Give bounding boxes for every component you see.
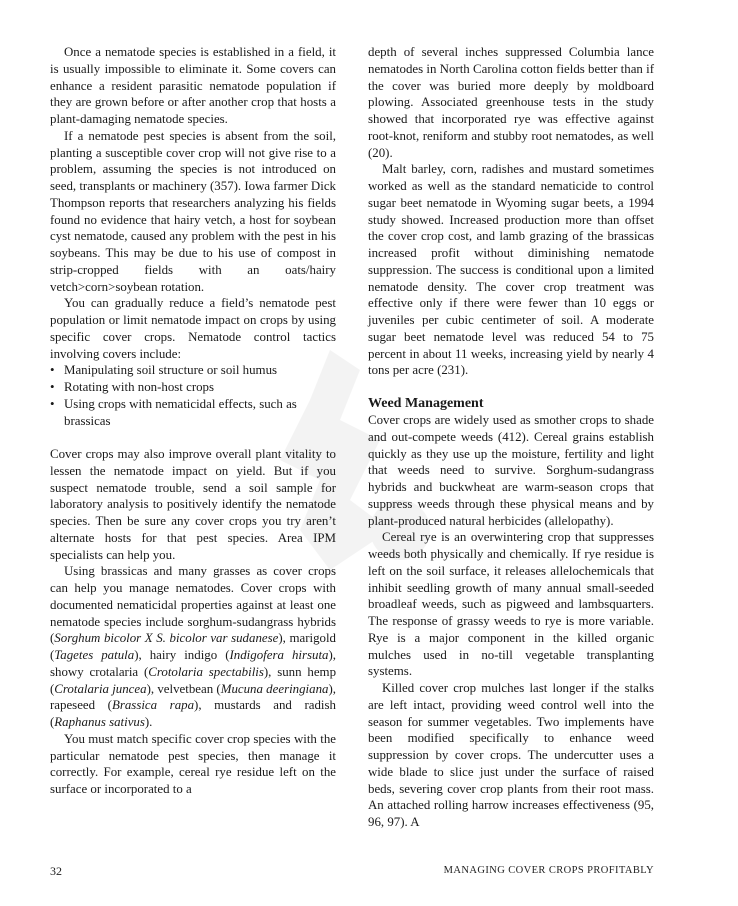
species-name: Mucuna deeringiana (220, 681, 329, 696)
list-item: • Rotating with non-host crops (50, 379, 336, 396)
text-run: ), showy crotalaria ( (50, 648, 336, 679)
paragraph: depth of several inches suppressed Columbia lance nematodes in North Carolina cotton fields better than if the cover was buried more deeply by moldboard plowing. Associated greenhouse tests in the study showed that incorporated rye was effective against root-knot, reniform and stubby root nematodes, as well (20). (368, 45, 654, 160)
text-run: ), marigold ( (50, 631, 337, 662)
species-name: Sorghum bicolor X S. bicolor var sudanese (54, 631, 279, 646)
text-run: ), sunn hemp ( (50, 664, 337, 696)
text-run: ), mustards and radish ( (50, 698, 336, 729)
running-footer: MANAGING COVER CROPS PROFITABLY (443, 865, 654, 876)
species-name: Brassica rapa (111, 698, 195, 713)
text-run: ), velvetbean ( (146, 681, 221, 696)
text-run: ). (144, 715, 153, 729)
species-name: Raphanus sativus (54, 715, 145, 729)
list-item: • Manipulating soil structure or soil humus (50, 362, 336, 379)
paragraph: Malt barley, corn, radishes and mustard sometimes worked as well as the standard nematicide to control sugar beet nematode in Wyoming sugar beets, a 1994 study showed. Increased production more than offset the cover crop cost, and lamb grazing of the brassicas increased profit without diminishing nematode suppression. The success is conditional upon a limited nematode density. The cover crop treatment was effective only if there were fewer than 10 eggs or juveniles per cubic centimeter of soil. A moderate sugar beet nematode level was reduced 54 to 75 percent in about 11 weeks, increasing yield by nearly 4 tons per acre (231). (368, 162, 654, 378)
species-name: Tagetes patula (54, 648, 135, 662)
right-column (368, 44, 654, 831)
paragraph: Once a nematode species is established in a field, it is usually impossible to eliminate it. Some covers can enhance a resident parasitic nematode population if they are grown before or after another crop that hosts a plant-damaging nematode species. (50, 45, 336, 126)
page-number: 32 (50, 864, 62, 878)
nematode-control-list (50, 362, 336, 429)
species-name: Crotalaria juncea (54, 681, 147, 696)
paragraph: You must match specific cover crop species with the particular nematode pest species, then manage it correctly. For example, cereal rye residue left on the surface or incorporated to a (50, 731, 336, 796)
section-heading: Weed Management (368, 396, 484, 411)
paragraph: Cover crops may also improve overall plant vitality to lessen the nematode impact on yield. But if you suspect nematode trouble, send a soil sample for laboratory analysis to positively identify the nematode species. Then be sure any cover crops you try aren’t alternate hosts for that pest species. Area IPM specialists can help you. (50, 447, 336, 562)
paragraph: Cereal rye is an overwintering crop that suppresses weeds both physically and chemically. If rye residue is left on the soil surface, it releases allelochemicals that inhibit seedling growth of many annual small-seeded broadleaf weeds, such as pigweed and lambsquarters. The response of grassy weeds to rye is more variable. Rye is a major component in the killed organic mulches used in no-till vegetable transplanting systems. (368, 530, 654, 679)
paragraph-species-list (50, 563, 336, 731)
species-name: Indigofera hirsuta (229, 648, 329, 662)
paragraph: If a nematode pest species is absent from the soil, planting a susceptible cover crop will not give rise to a problem, assuming the species is not introduced on seed, transplants or machinery (357). Iowa farmer Dick Thompson reports that researchers analyzing his fields found no evidence that hairy vetch, a host for soybean cyst nematode, caused any problem with the pest in his soybeans. This may be due to his use of compost in strip-cropped fields with an oats/hairy vetch>corn>soybean rotation. (50, 128, 336, 294)
text-run: ), rapeseed ( (50, 681, 336, 713)
left-column (50, 44, 336, 798)
paragraph: Killed cover crop mulches last longer if the stalks are left intact, providing weed control well into the season for summer vegetables. Two implements have been modified specifically to enhance weed suppression by cover crops. The undercutter uses a wide blade to slice just under the surface of raised beds, severing cover crop plants from their root mass. An attached rolling harrow increases effectiveness (95, 96, 97). A (368, 681, 654, 829)
species-name: Crotolaria spectabilis (148, 664, 264, 679)
list-item: • Using crops with nematicidal effects, such as brassicas (50, 396, 336, 430)
paragraph: You can gradually reduce a field’s nematode pest population or limit nematode impact on crops by using specific cover crops. Nematode control tactics involving covers include: (50, 296, 336, 361)
text-run: Using brassicas and many grasses as cover crops can help you manage nematodes. Cover crops with documented nematicidal properties against at least one nematode species include sorghum-sudangrass hybrids ( (50, 564, 336, 646)
text-run: ), hairy indigo ( (134, 648, 230, 662)
paragraph: Cover crops are widely used as smother crops to shade and out-compete weeds (412). Cereal grains establish quickly as they use up the moisture, fertility and light that weeds need to survive. Sorghum-sudangrass hybrids and buckwheat are warm-season crops that suppress weeds through these physical means and by plant-produced natural herbicides (allelopathy). (368, 413, 654, 528)
